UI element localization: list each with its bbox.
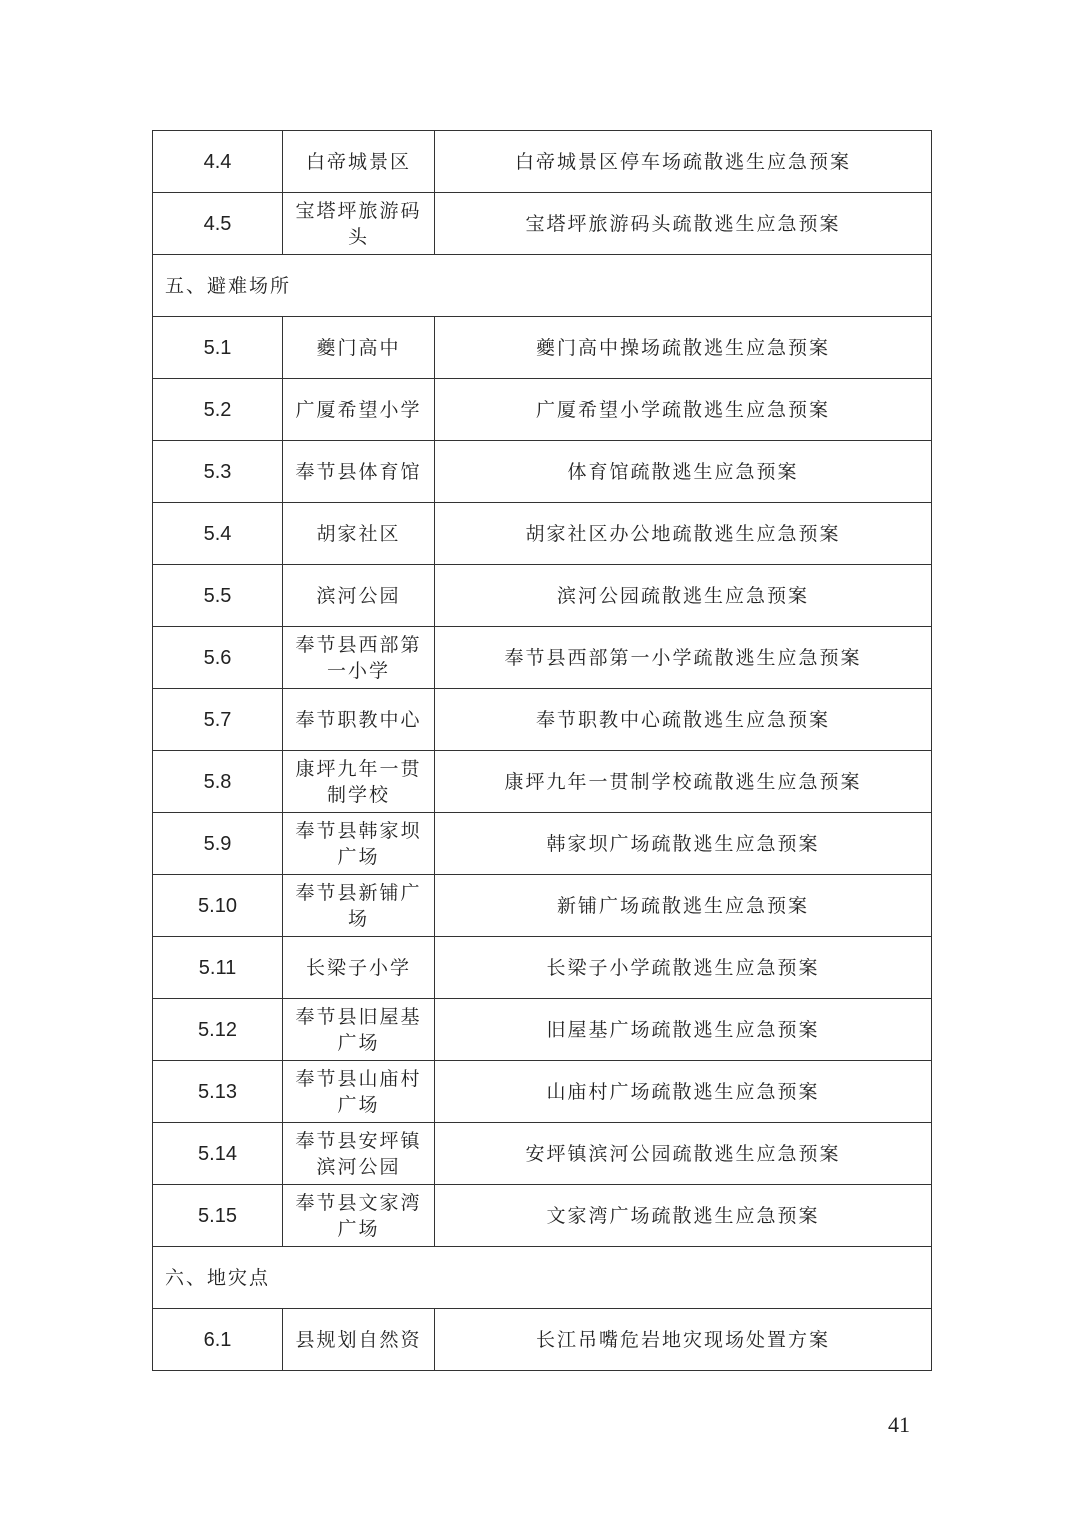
table-row (153, 565, 932, 627)
item-number: 5.15 (153, 1185, 283, 1247)
location-name: 奉节县体育馆 (283, 441, 435, 503)
plan-title: 奉节县西部第一小学疏散逃生应急预案 (435, 627, 932, 689)
section-row (153, 1247, 932, 1309)
table-row (153, 193, 932, 255)
plan-title: 长梁子小学疏散逃生应急预案 (435, 937, 932, 999)
location-name: 夔门高中 (283, 317, 435, 379)
location-name: 奉节县新铺广场 (283, 875, 435, 937)
item-number: 5.5 (153, 565, 283, 627)
plan-title: 广厦希望小学疏散逃生应急预案 (435, 379, 932, 441)
item-number: 5.6 (153, 627, 283, 689)
table-row (153, 503, 932, 565)
location-name: 奉节县韩家坝广场 (283, 813, 435, 875)
location-name: 奉节县安坪镇滨河公园 (283, 1123, 435, 1185)
plan-title: 胡家社区办公地疏散逃生应急预案 (435, 503, 932, 565)
plan-table (152, 130, 932, 1371)
item-number: 5.8 (153, 751, 283, 813)
plan-table-body (153, 131, 932, 1371)
location-name: 县规划自然资 (283, 1309, 435, 1371)
item-number: 6.1 (153, 1309, 283, 1371)
table-row (153, 689, 932, 751)
section-title: 六、地灾点 (153, 1247, 932, 1309)
table-row (153, 751, 932, 813)
item-number: 4.5 (153, 193, 283, 255)
table-row (153, 813, 932, 875)
table-row (153, 317, 932, 379)
table-row (153, 1185, 932, 1247)
plan-title: 新铺广场疏散逃生应急预案 (435, 875, 932, 937)
location-name: 奉节县西部第一小学 (283, 627, 435, 689)
location-name: 长梁子小学 (283, 937, 435, 999)
plan-title: 山庙村广场疏散逃生应急预案 (435, 1061, 932, 1123)
location-name: 白帝城景区 (283, 131, 435, 193)
table-row (153, 379, 932, 441)
location-name: 康坪九年一贯制学校 (283, 751, 435, 813)
location-name: 滨河公园 (283, 565, 435, 627)
item-number: 5.12 (153, 999, 283, 1061)
plan-title: 韩家坝广场疏散逃生应急预案 (435, 813, 932, 875)
plan-title: 文家湾广场疏散逃生应急预案 (435, 1185, 932, 1247)
item-number: 5.3 (153, 441, 283, 503)
location-name: 宝塔坪旅游码头 (283, 193, 435, 255)
location-name: 广厦希望小学 (283, 379, 435, 441)
page-number: 41 (888, 1412, 910, 1437)
table-row (153, 131, 932, 193)
plan-title: 体育馆疏散逃生应急预案 (435, 441, 932, 503)
table-row (153, 937, 932, 999)
section-row (153, 255, 932, 317)
location-name: 奉节县旧屋基广场 (283, 999, 435, 1061)
plan-title: 奉节职教中心疏散逃生应急预案 (435, 689, 932, 751)
item-number: 5.4 (153, 503, 283, 565)
plan-title: 康坪九年一贯制学校疏散逃生应急预案 (435, 751, 932, 813)
section-title: 五、避难场所 (153, 255, 932, 317)
table-row (153, 1309, 932, 1371)
plan-title: 白帝城景区停车场疏散逃生应急预案 (435, 131, 932, 193)
location-name: 奉节职教中心 (283, 689, 435, 751)
plan-title: 滨河公园疏散逃生应急预案 (435, 565, 932, 627)
location-name: 奉节县山庙村广场 (283, 1061, 435, 1123)
table-row (153, 627, 932, 689)
plan-title: 夔门高中操场疏散逃生应急预案 (435, 317, 932, 379)
item-number: 5.14 (153, 1123, 283, 1185)
item-number: 4.4 (153, 131, 283, 193)
plan-title: 旧屋基广场疏散逃生应急预案 (435, 999, 932, 1061)
item-number: 5.7 (153, 689, 283, 751)
plan-title: 宝塔坪旅游码头疏散逃生应急预案 (435, 193, 932, 255)
table-row (153, 1123, 932, 1185)
location-name: 胡家社区 (283, 503, 435, 565)
table-row (153, 875, 932, 937)
item-number: 5.13 (153, 1061, 283, 1123)
table-row (153, 441, 932, 503)
plan-title: 长江吊嘴危岩地灾现场处置方案 (435, 1309, 932, 1371)
item-number: 5.10 (153, 875, 283, 937)
table-row (153, 1061, 932, 1123)
location-name: 奉节县文家湾广场 (283, 1185, 435, 1247)
item-number: 5.1 (153, 317, 283, 379)
item-number: 5.9 (153, 813, 283, 875)
item-number: 5.11 (153, 937, 283, 999)
item-number: 5.2 (153, 379, 283, 441)
table-row (153, 999, 932, 1061)
plan-title: 安坪镇滨河公园疏散逃生应急预案 (435, 1123, 932, 1185)
